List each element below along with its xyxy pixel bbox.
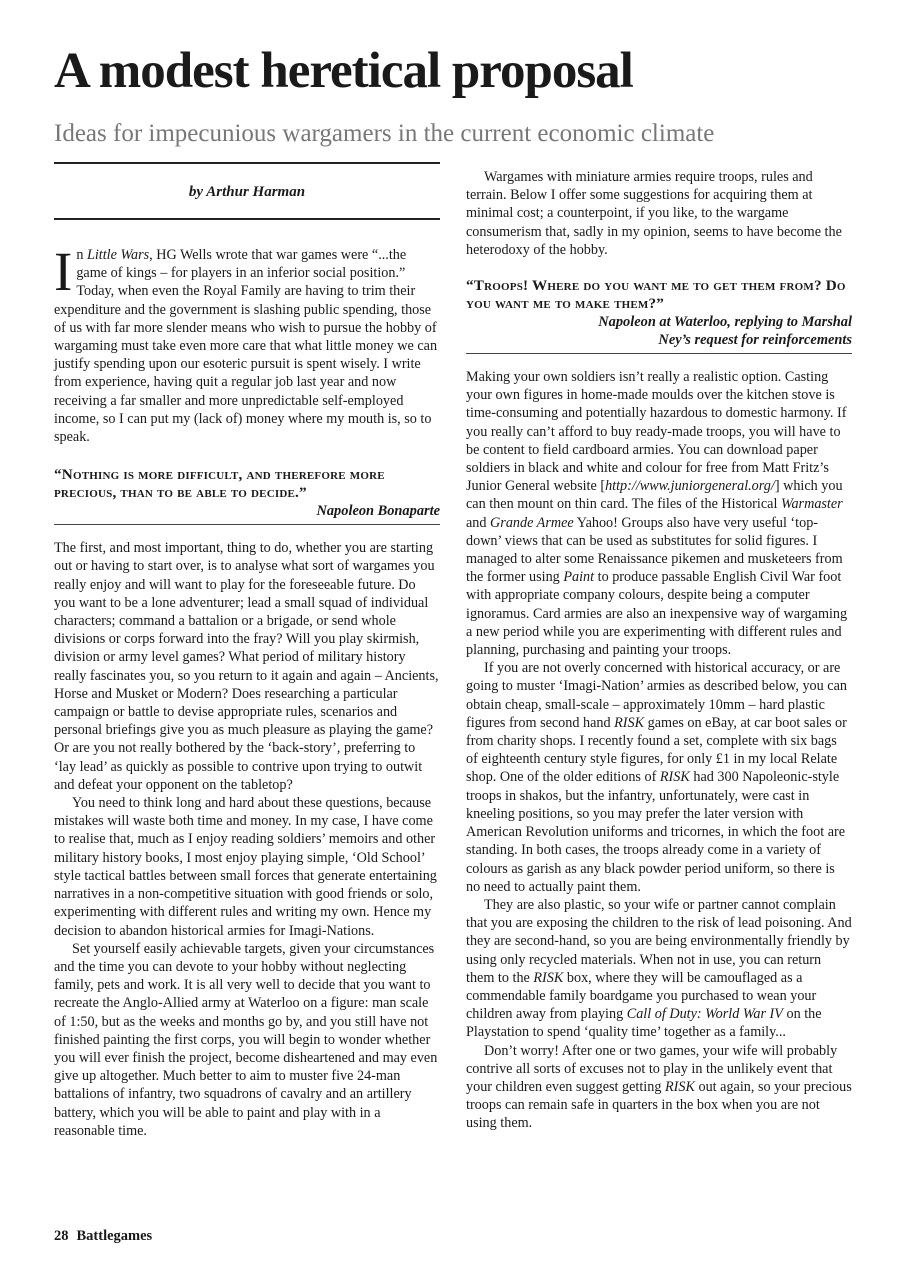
drop-cap: I	[54, 241, 73, 302]
pull-quote-attribution: Napoleon Bonaparte	[316, 503, 440, 520]
intro-text: n Little Wars, HG Wells wrote that war games were “...the game of kings – for players in an inferior social position.” Today, when even the Royal Family are having to trim their expenditure and the government is slashing public spending, those of us with far more slender means who wish to pursue the hobby of wargaming must take even more care that what little money we can justify spending upon our esoteric pursuit is spent wisely. I write from experience, having quit a regular job last year and now receiving a far smaller and more unpredictable self-employed income, so I can put my (lack of) money where my mouth is, so to speak.	[54, 247, 438, 446]
body-paragraph: The first, and most important, thing to do, whether you are starting out or having to start over, is to analyse what sort of wargames you really enjoy and will want to play for the foreseeable future. Do you want to be a lone adventurer; lead a small squad of individual characters; command a battalion or a brigade, or send whole divisions or corps forward into the fray? Will you play skirmish, division or army level games? What period of military history really fascinates you, so you return to it again and again – Ancients, Horse and Musket or Modern? Does researching a particular campaign or battle to devise appropriate rules, scenarios and personal briefings give you as much pleasure as playing the game? Or are you not really bothered by the ‘back-story’, preferring to ‘lay lead’ as quickly as possible to contrive upon trying to outwit and defeat your opponent on the tabletop?	[54, 540, 439, 793]
body-paragraph: Making your own soldiers isn’t really a realistic option. Casting your own figures in home-made moulds over the kitchen stove is time-consuming and potentially hazardous to domestic harmony. If you really can’t afford to buy ready-made troops, you will have to be content to field cardboard armies. You can download paper soldiers in black and white and colour for free from Matt Fritz’s Junior General website [http://www.juniorgeneral.org/] which you can then mount on thin card. The files of the Historical Warmaster and Grande Armee Yahoo! Groups also have very useful ‘top-down’ views that can be used as substitutes for solid figures. I managed to alter some Renaissance pikemen and musketeers from the former using Paint to produce passable English Civil War foot with appropriate company colours, despite being a computer ignoramus. Card armies are also an inexpensive way of wargaming a new period while you are experimenting with different rules and planning, purchasing and painting your troops.	[466, 369, 848, 659]
article-subtitle: Ideas for impecunious wargamers in the current economic climate	[54, 120, 715, 147]
byline-bottom-rule	[54, 218, 440, 220]
italic-run: Paint	[563, 569, 595, 586]
italic-run: RISK	[664, 1078, 695, 1095]
italic-run: Little Wars	[86, 247, 150, 263]
right-intro-paragraph: Wargames with miniature armies require troops, rules and terrain. Below I offer some suggestions for acquiring them at minimal cost; a counterpoint, if you like, to the wargame consumerism that, sadly in my opinion, seems to have become the heterodoxy of the hobby.	[466, 169, 842, 258]
pull-quote-bonaparte	[54, 466, 440, 520]
article-title: A modest heretical proposal	[54, 43, 633, 99]
italic-run: Grande Armee	[490, 514, 574, 531]
body-paragraph: Set yourself easily achievable targets, given your circumstances and the time you can devote to your hobby without neglecting family, pets and work. It is all very well to decide that you want to recreate the Anglo-Allied army at Waterloo on a figure: man scale of 1:50, but as the weeks and months go by, and you still have not finished painting the first corps, you will begin to wonder whether you will ever finish the project, become disheartened and may even give up altogether. Much better to aim to muster five 24-man battalions of infantry, two squadrons of cavalry and an artillery battery, which you will be able to paint and play with in a reasonable time.	[54, 940, 438, 1139]
pull-quote-text: “Troops! Where do you want me to get them from? Do you want me to make them?”	[466, 277, 846, 313]
italic-run: http://www.juniorgeneral.org/	[605, 478, 775, 495]
byline: by Arthur Harman	[188, 184, 306, 200]
italic-run: Call of Duty: World War IV	[626, 1006, 783, 1023]
right-column	[466, 168, 852, 1133]
body-paragraph: Don’t worry! After one or two games, your wife will probably contrive all sorts of excuses not to play in the unlikely event that your children even suggest getting RISK out again, so your precious troops can remain safe in quarters in the box when you are not using them.	[466, 1042, 852, 1132]
italic-run: Warmaster	[780, 496, 843, 513]
page-number: 28	[54, 1228, 69, 1244]
body-paragraph: They are also plastic, so your wife or partner cannot complain that you are exposing the children to the risk of lead poisoning. And they are second-hand, so you are being environmentally friendly by using only recycled materials. When not in use, you can return them to the RISK box, where they will be camouflaged as a commendable family boardgame you purchased to wean your children away from playing Call of Duty: World War IV on the Playstation to spend ‘quality time’ together as a family...	[466, 896, 852, 1041]
pull-quote-attribution-line-1: Napoleon at Waterloo, replying to Marshal	[598, 314, 852, 331]
left-column	[54, 162, 440, 1140]
italic-run: RISK	[533, 969, 564, 986]
magazine-name: Battlegames	[76, 1228, 153, 1244]
page-footer	[54, 1228, 160, 1245]
italic-run: RISK	[659, 769, 690, 786]
quote-rule	[54, 524, 440, 525]
intro-paragraph	[54, 241, 440, 446]
pull-quote-attribution-line-2: Ney’s request for reinforcements	[658, 332, 852, 349]
pull-quote-text: “Nothing is more difficult, and therefore more precious, than to be able to decide.”	[54, 466, 385, 502]
italic-run: RISK	[614, 714, 645, 731]
body-paragraph: If you are not overly concerned with historical accuracy, or are going to muster ‘Imagi-Nation’ armies as described below, you can obtain cheap, small-scale – approximately 10mm – hard plastic figures from second hand RISK games on eBay, at car boot sales or from charity shops. I recently found a set, complete with six bags of eighteenth century style figures, for only £1 in my local Relate shop. One of the older editions of RISK had 300 Napoleonic-style troops in shakos, but the infantry, unfortunately, were cast in kneeling positions, so you may prefer the later version with American Revolution uniforms and tricornes, in which the foot are standing. In both cases, the troops already come in a variety of colours as garish as any black powder period uniform, so there is no need to actually paint them.	[466, 660, 847, 895]
quote-rule	[466, 353, 852, 354]
body-paragraph: You need to think long and hard about these questions, because mistakes will waste both time and money. In my case, I have come to realise that, much as I enjoy reading soldiers’ memoirs and other military history books, I most enjoy playing simple, ‘Old School’ style tactical battles between small forces that generate entertaining narratives in a non-competitive situation with good friends or solo, experimenting with different rules and writing my own. Hence my decision to abandon historical armies for Imagi-Nations.	[54, 795, 437, 939]
pull-quote-napoleon	[466, 277, 852, 349]
